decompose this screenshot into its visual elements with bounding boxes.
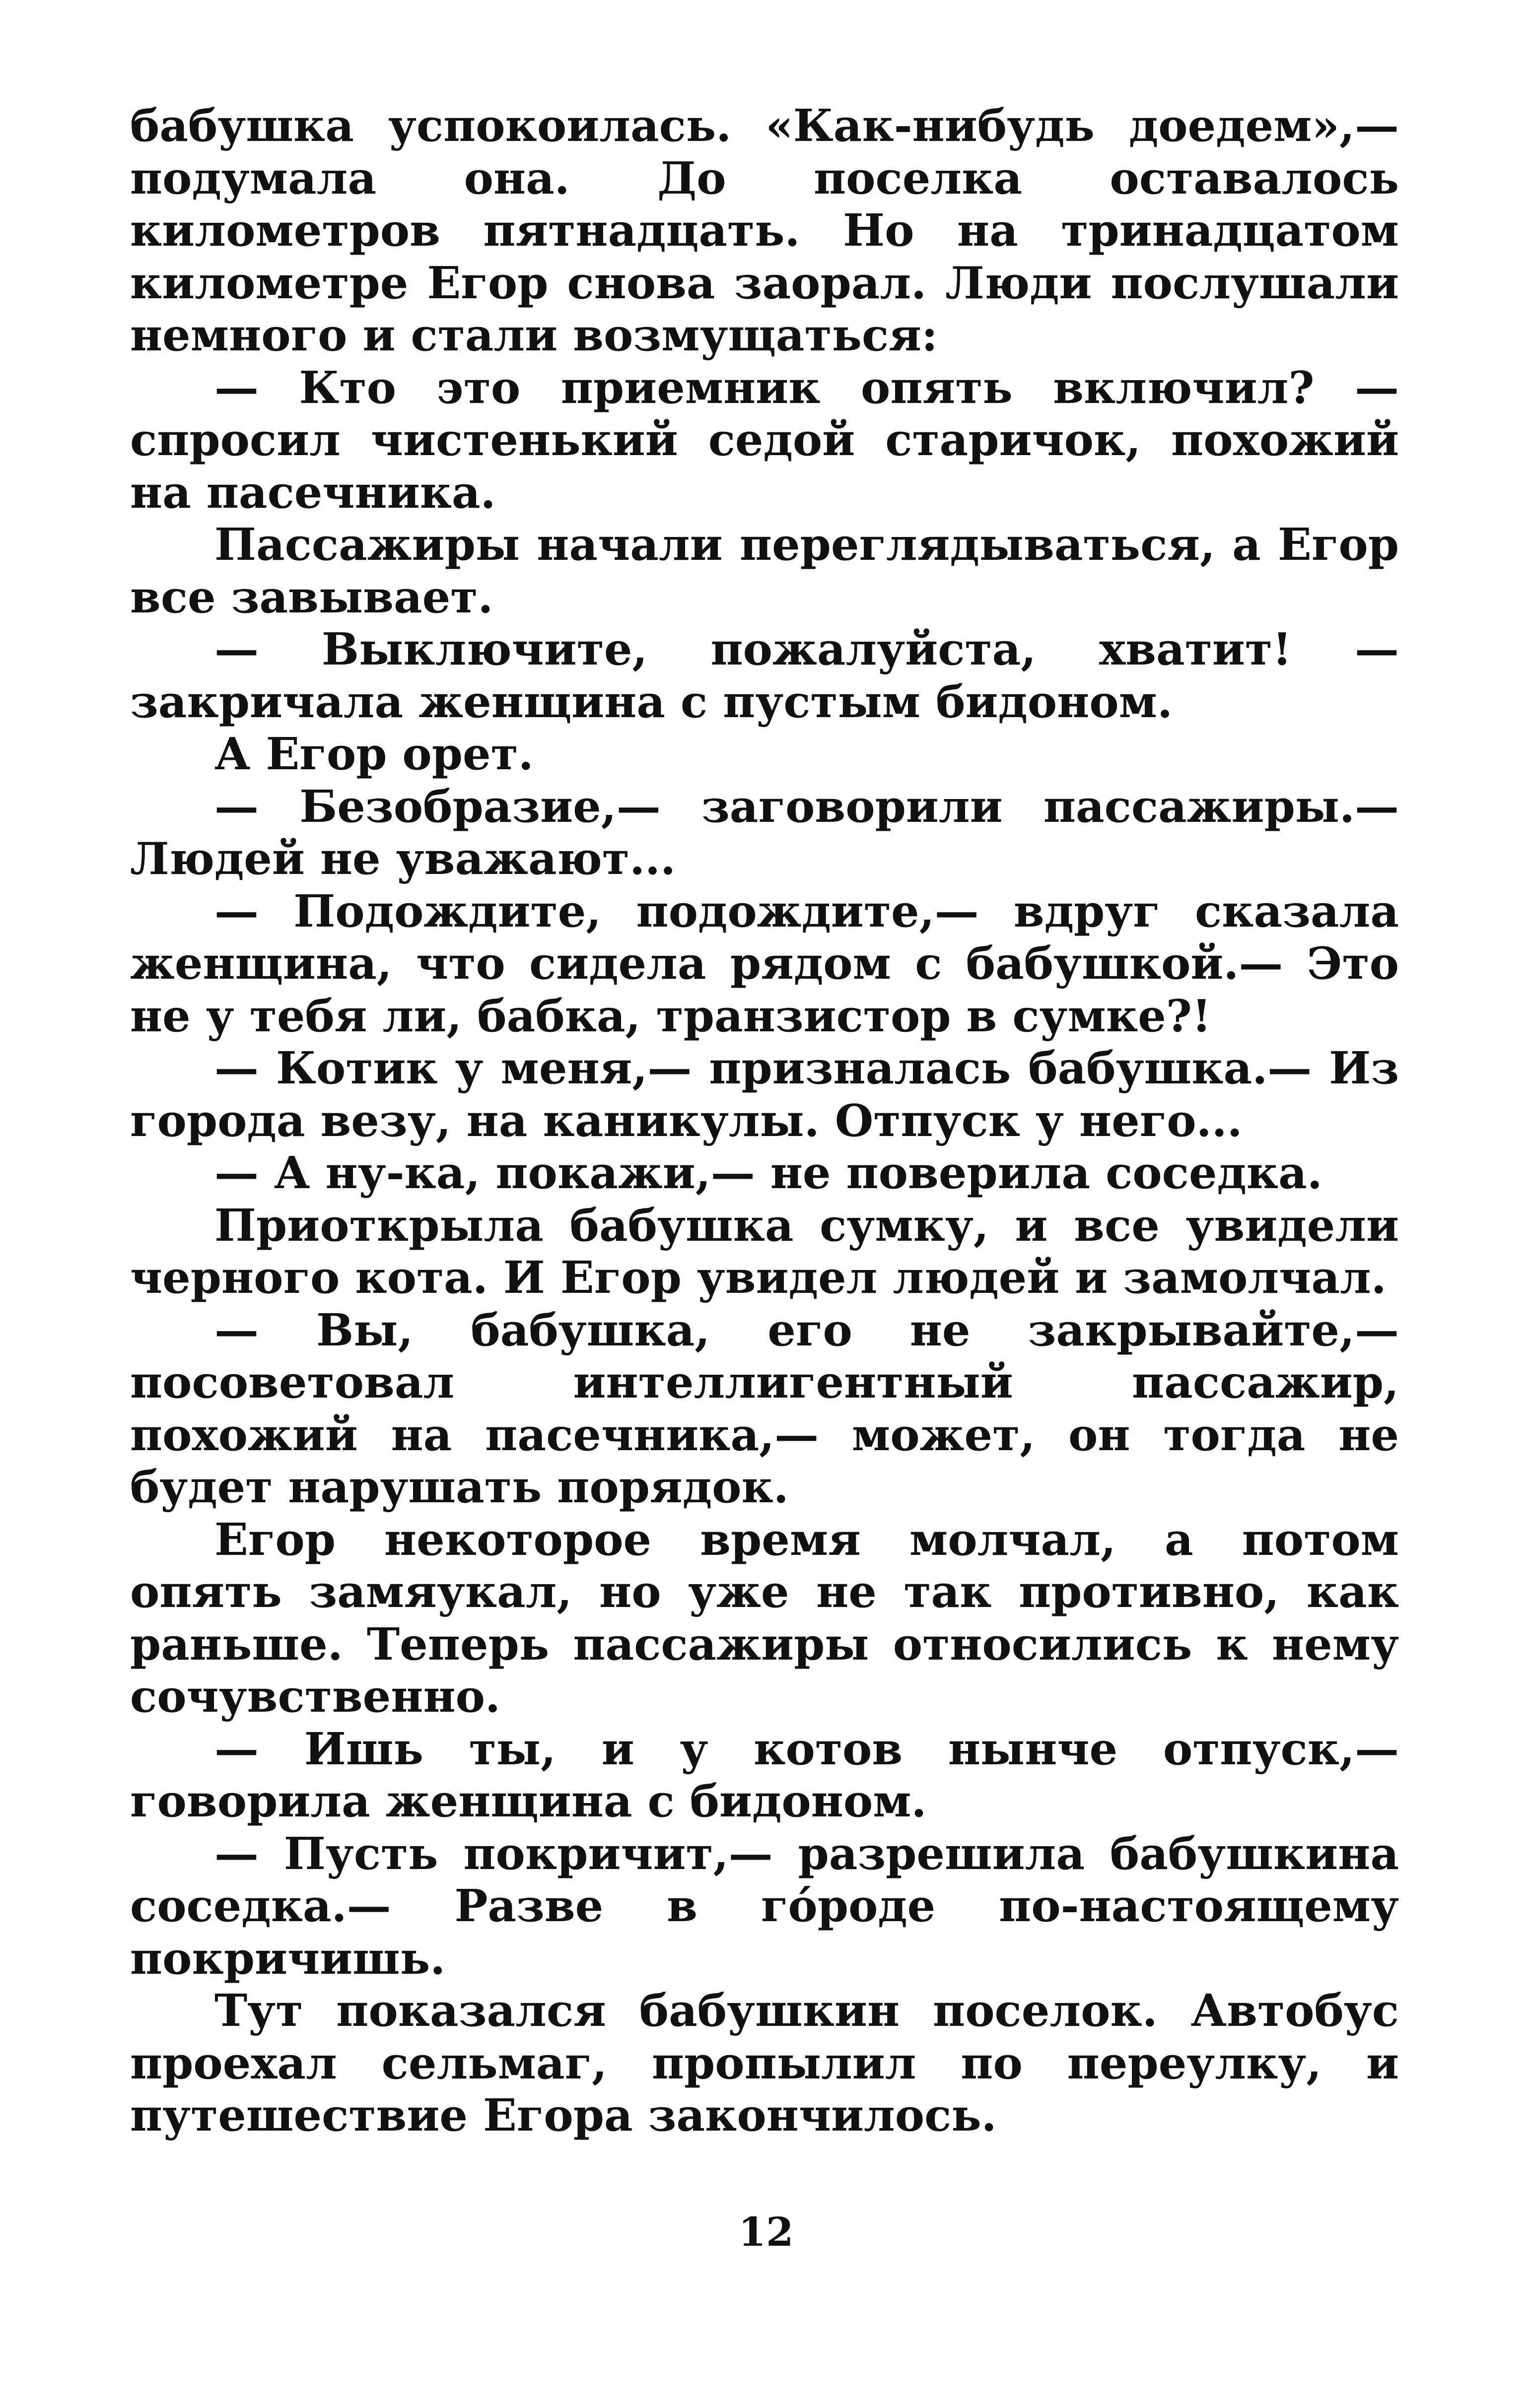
paragraph-11: — Вы, бабушка, его не закрывайте,— посоветовал интеллигентный пассажир, похожий на пасечника,— может, он тогда не будет нарушать порядок. <box>130 1303 1399 1513</box>
paragraph-1: бабушка успокоилась. «Как-нибудь доедем»,— подумала она. До поселка оставалось километров пятнадцать. Но на тринадцатом километре Егор снова заорал. Люди послушали немного и стали возмущаться: <box>130 99 1399 361</box>
paragraph-10: Приоткрыла бабушка сумку, и все увидели черного кота. И Егор увидел людей и замолчал. <box>130 1199 1399 1303</box>
paragraph-9: — А ну-ка, покажи,— не поверила соседка. <box>214 1146 1323 1199</box>
paragraph-13: — Ишь ты, и у котов нынче отпуск,— говорила женщина с бидоном. <box>130 1722 1399 1827</box>
paragraph-14: — Пусть покричит,— разрешила бабушкина соседка.— Разве в гóроде по-настоящему покричишь. <box>130 1827 1399 1984</box>
page-body <box>130 99 1399 2141</box>
paragraph-12: Егор некоторое время молчал, а потом опять замяукал, но уже не так противно, как раньше. Теперь пассажиры относились к нему сочувственно. <box>130 1513 1399 1722</box>
paragraph-7: — Подождите, подождите,— вдруг сказала женщина, что сидела рядом с бабушкой.— Это не у тебя ли, бабка, транзистор в сумке?! <box>130 884 1399 1042</box>
page-number: 12 <box>738 2208 794 2255</box>
paragraph-4: — Выключите, пожалуйста, хватит! — закричала женщина с пустым бидоном. <box>130 623 1399 728</box>
paragraph-5: А Егор орет. <box>214 728 534 780</box>
paragraph-15: Тут показался бабушкин поселок. Автобус проехал сельмаг, пропылил по переулку, и путешествие Егора закончилось. <box>130 1984 1399 2141</box>
paragraph-6: — Безобразие,— заговорили пассажиры.— Людей не уважают... <box>130 780 1399 884</box>
paragraph-3: Пассажиры начали переглядываться, а Егор все завывает. <box>130 518 1399 623</box>
paragraph-8: — Котик у меня,— призналась бабушка.— Из города везу, на каникулы. Отпуск у него... <box>130 1042 1399 1146</box>
paragraph-2: — Кто это приемник опять включил? — спросил чистенький седой старичок, похожий на пасечника. <box>130 361 1399 518</box>
